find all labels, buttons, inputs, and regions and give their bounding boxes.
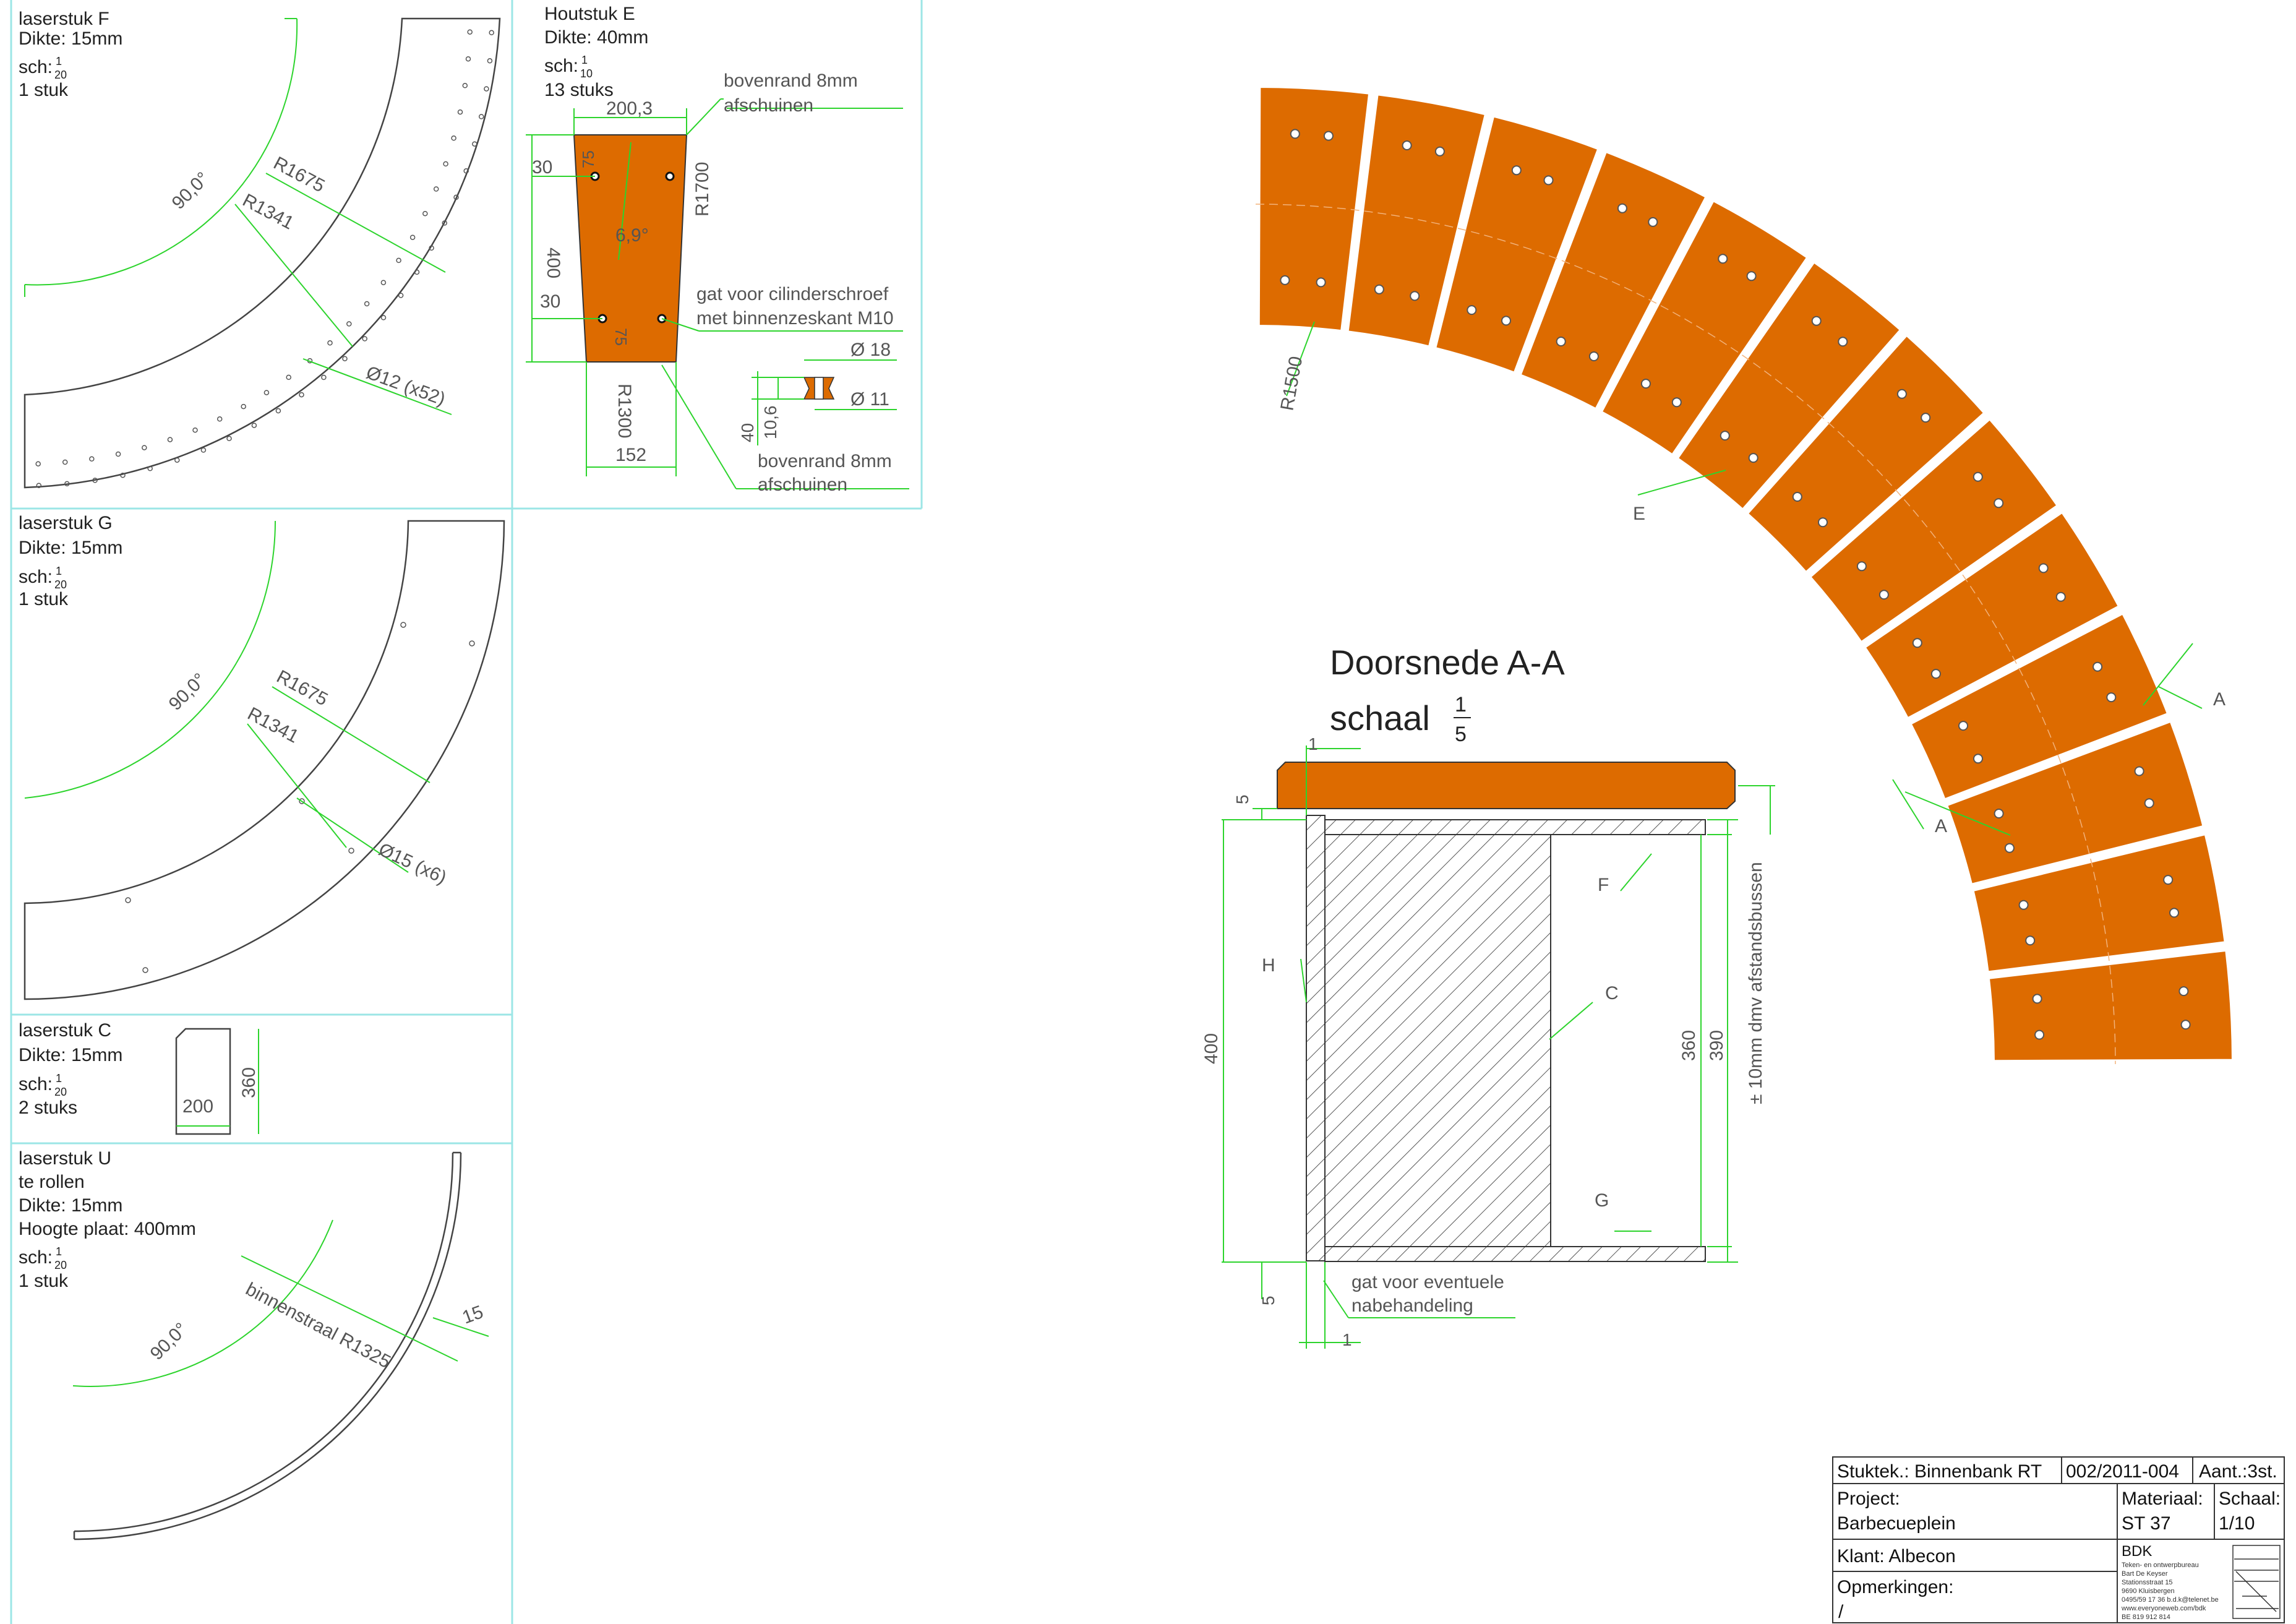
f-hole bbox=[479, 114, 484, 119]
e-sch: sch: bbox=[544, 56, 579, 76]
slat-screw-hole bbox=[1280, 276, 1289, 285]
slat-screw-hole bbox=[2005, 844, 2014, 853]
f-hole bbox=[396, 258, 401, 262]
g-r-outer: R1675 bbox=[273, 666, 332, 710]
plan-a-right: A bbox=[2213, 689, 2226, 710]
section-c-label: C bbox=[1605, 983, 1619, 1003]
e-note-screw-2: met binnenzeskant M10 bbox=[696, 308, 894, 329]
u-angle: 90,0° bbox=[146, 1318, 192, 1364]
c-dikte: Dikte: 15mm bbox=[19, 1045, 123, 1065]
f-r-outer: R1675 bbox=[270, 153, 328, 197]
g-sch-num: 1 bbox=[56, 565, 62, 577]
section-d1-bot: 1 bbox=[1342, 1330, 1352, 1349]
panel-laserstuk-g bbox=[19, 513, 504, 999]
slat-screw-hole bbox=[1718, 254, 1727, 263]
f-hole bbox=[434, 187, 439, 191]
tb-opmerkingen: Opmerkingen: bbox=[1837, 1577, 1954, 1597]
section-a-a bbox=[1201, 643, 1775, 1349]
section-g-label: G bbox=[1595, 1190, 1609, 1211]
section-d360: 360 bbox=[1679, 1029, 1699, 1061]
f-hole bbox=[276, 409, 280, 413]
f-hole bbox=[252, 423, 256, 427]
f-hole bbox=[365, 302, 369, 306]
f-hole bbox=[264, 390, 268, 395]
f-angle: 90,0° bbox=[168, 168, 213, 213]
g-sch: sch: bbox=[19, 567, 53, 587]
tb-materiaal-label: Materiaal: bbox=[2122, 1489, 2203, 1509]
c-count: 2 stuks bbox=[19, 1098, 78, 1118]
panel-laserstuk-u bbox=[19, 1148, 489, 1539]
e-dikte: Dikte: 40mm bbox=[544, 27, 649, 48]
f-hole bbox=[90, 457, 94, 461]
e-sch-num: 1 bbox=[581, 54, 588, 66]
e-dim-30a: 30 bbox=[532, 157, 553, 178]
f-hole bbox=[63, 460, 67, 465]
g-sch-den: 20 bbox=[54, 578, 67, 591]
f-hole bbox=[116, 452, 121, 457]
e-dim-75b: 75 bbox=[612, 328, 630, 346]
section-title: Doorsnede A-A bbox=[1330, 643, 1565, 682]
slat-screw-hole bbox=[1747, 272, 1756, 280]
tb-stuktek-value: Binnenbank RT bbox=[1914, 1461, 2042, 1482]
f-hole bbox=[328, 341, 332, 345]
slat-screw-hole bbox=[1467, 306, 1476, 314]
f-dimension-lines bbox=[25, 19, 452, 415]
f-sch: sch: bbox=[19, 57, 53, 77]
g-dikte: Dikte: 15mm bbox=[19, 538, 123, 558]
c-sch-den: 20 bbox=[54, 1086, 67, 1098]
slat-screw-hole bbox=[1512, 166, 1521, 174]
f-hole bbox=[382, 316, 386, 320]
f-hole bbox=[343, 356, 347, 361]
tb-addr5: 0495/59 17 36 b.d.k@telenet.be bbox=[2122, 1596, 2219, 1604]
f-plate-shape bbox=[25, 19, 500, 488]
slat-screw-hole bbox=[2039, 564, 2048, 572]
f-hole bbox=[218, 417, 222, 421]
tb-addr3: Stationsstraat 15 bbox=[2122, 1579, 2173, 1586]
slat-screw-hole bbox=[2035, 1031, 2044, 1039]
title-block bbox=[1833, 1457, 2284, 1623]
u-radius: binnenstraal R1325 bbox=[242, 1279, 394, 1373]
plan-a-left: A bbox=[1935, 816, 1948, 836]
u-plate-shape bbox=[74, 1153, 461, 1539]
c-sch-num: 1 bbox=[56, 1072, 62, 1085]
u-thickness: 15 bbox=[460, 1302, 486, 1328]
e-sch-den: 10 bbox=[580, 67, 593, 80]
g-r-inner: R1341 bbox=[244, 703, 302, 747]
g-holes-label: Ø15 (x6) bbox=[375, 839, 450, 888]
slat-screw-hole bbox=[1995, 809, 2003, 818]
f-hole bbox=[168, 437, 172, 442]
f-hole bbox=[489, 30, 494, 35]
e-top-width: 200,3 bbox=[606, 98, 653, 119]
f-sch-num: 1 bbox=[56, 55, 62, 67]
f-count: 1 stuk bbox=[19, 80, 69, 100]
section-sch-den: 5 bbox=[1455, 723, 1467, 746]
g-title: laserstuk G bbox=[19, 513, 113, 533]
slat-screw-hole bbox=[2033, 994, 2042, 1003]
c-width: 200 bbox=[182, 1096, 214, 1117]
plan-e-label: E bbox=[1633, 504, 1646, 524]
slat-screw-hole bbox=[1898, 390, 1906, 398]
g-dimension-lines bbox=[25, 521, 430, 872]
u-count: 1 stuk bbox=[19, 1271, 69, 1291]
c-plate-shape bbox=[176, 1029, 230, 1134]
slat-screw-hole bbox=[2182, 1020, 2190, 1029]
e-dim-30b: 30 bbox=[540, 291, 561, 312]
slat-screw-hole bbox=[1932, 669, 1940, 678]
c-title: laserstuk C bbox=[19, 1020, 112, 1041]
f-hole bbox=[411, 235, 415, 239]
slat-screw-hole bbox=[2164, 875, 2172, 884]
e-bottom-width: 152 bbox=[615, 445, 647, 465]
f-hole bbox=[468, 30, 472, 34]
f-sch-den: 20 bbox=[54, 69, 67, 81]
f-hole bbox=[322, 376, 326, 380]
slat-screw-hole bbox=[1749, 453, 1758, 462]
slat-screw-hole bbox=[2135, 767, 2144, 776]
section-d390: 390 bbox=[1707, 1029, 1727, 1061]
e-angle: 6,9° bbox=[615, 225, 649, 246]
slat-screw-hole bbox=[1959, 721, 1968, 730]
tb-addr6: www.everyoneweb.com/bdk bbox=[2122, 1605, 2206, 1612]
f-hole bbox=[399, 293, 403, 298]
section-plate-h bbox=[1306, 815, 1325, 1261]
f-hole bbox=[473, 142, 477, 146]
f-hole bbox=[36, 462, 40, 466]
section-d400: 400 bbox=[1201, 1033, 1222, 1064]
slat-screw-hole bbox=[2145, 799, 2154, 807]
g-count: 1 stuk bbox=[19, 589, 69, 609]
f-hole bbox=[201, 448, 205, 452]
e-hole-detail bbox=[738, 340, 897, 445]
f-hole bbox=[458, 110, 463, 114]
g-plate-shape bbox=[25, 521, 504, 999]
slat-screw-hole bbox=[2057, 593, 2065, 601]
e-d106: 10,6 bbox=[761, 405, 780, 439]
f-hole bbox=[463, 84, 467, 88]
e-r1700: R1700 bbox=[692, 161, 713, 217]
slat-screw-hole bbox=[1974, 754, 1982, 763]
e-note-screw-1: gat voor cilinderschroef bbox=[696, 284, 889, 304]
e-note-top-1: bovenrand 8mm bbox=[724, 71, 858, 91]
slat-screw-hole bbox=[1403, 141, 1411, 150]
f-hole bbox=[452, 136, 456, 140]
section-block-c bbox=[1325, 835, 1551, 1247]
slat-screw-hole bbox=[1590, 352, 1598, 361]
section-plate-g bbox=[1325, 1247, 1705, 1261]
slat-screw-hole bbox=[2026, 936, 2034, 945]
e-title: Houtstuk E bbox=[544, 4, 635, 24]
f-hole bbox=[423, 212, 427, 216]
c-height: 360 bbox=[239, 1067, 259, 1098]
u-sch-num: 1 bbox=[56, 1245, 62, 1258]
section-d5-bot: 5 bbox=[1259, 1295, 1278, 1305]
slat-screw-hole bbox=[1375, 285, 1384, 294]
slat-screw-hole bbox=[1880, 590, 1888, 599]
f-hole bbox=[286, 375, 291, 379]
f-hole-pattern bbox=[36, 30, 494, 488]
f-hole bbox=[484, 87, 489, 91]
slat-screw-hole bbox=[2020, 901, 2028, 909]
tb-materiaal-value: ST 37 bbox=[2122, 1513, 2171, 1534]
section-d1-top: 1 bbox=[1308, 734, 1318, 754]
section-spacer-note: ± 10mm dmv afstandsbussen bbox=[1746, 862, 1766, 1104]
section-wood-top bbox=[1277, 762, 1735, 809]
slat-screw-hole bbox=[1994, 499, 2003, 507]
slat-screw-hole bbox=[1793, 492, 1802, 501]
section-note-1: gat voor eventuele bbox=[1351, 1272, 1504, 1292]
slat-screw-hole bbox=[2107, 693, 2115, 702]
f-title: laserstuk F bbox=[19, 9, 109, 29]
tb-stuktek-label: Stuktek.: bbox=[1837, 1461, 1909, 1482]
e-count: 13 stuks bbox=[544, 80, 614, 100]
tb-schaal-value: 1/10 bbox=[2219, 1513, 2255, 1534]
tb-addr4: 9690 Kluisbergen bbox=[2122, 1587, 2175, 1595]
f-dikte: Dikte: 15mm bbox=[19, 28, 123, 49]
section-sch-num: 1 bbox=[1455, 693, 1467, 716]
e-d11: Ø 11 bbox=[850, 389, 889, 410]
tb-project-label: Project: bbox=[1837, 1489, 1900, 1509]
e-height: 400 bbox=[543, 247, 563, 279]
section-plate-f bbox=[1325, 820, 1705, 835]
e-note-top-2: afschuinen bbox=[724, 95, 814, 116]
tb-addr1: Teken- en ontwerpbureau bbox=[2122, 1562, 2199, 1569]
f-holes-label: Ø12 (x52) bbox=[363, 362, 448, 410]
slat-screw-hole bbox=[1324, 132, 1333, 140]
slat-screw-hole bbox=[1291, 129, 1300, 138]
f-hole bbox=[487, 59, 492, 63]
u-sch: sch: bbox=[19, 1247, 53, 1268]
panel-houtstuk-e bbox=[526, 4, 909, 495]
slat-screw-hole bbox=[1618, 204, 1627, 213]
slat-screw-hole bbox=[1502, 316, 1510, 325]
f-hole bbox=[227, 436, 231, 440]
f-hole bbox=[466, 57, 471, 61]
e-d40: 40 bbox=[738, 423, 757, 442]
f-hole bbox=[142, 445, 147, 450]
slat-screw-hole bbox=[1921, 413, 1930, 422]
f-hole bbox=[241, 405, 246, 409]
f-r-inner: R1341 bbox=[239, 190, 298, 234]
e-d18: Ø 18 bbox=[850, 340, 891, 360]
u-sch-den: 20 bbox=[54, 1259, 67, 1271]
tb-opm-value: / bbox=[1838, 1602, 1844, 1622]
g-angle: 90,0° bbox=[165, 669, 210, 715]
u-title: laserstuk U bbox=[19, 1148, 112, 1169]
f-hole bbox=[347, 322, 351, 326]
u-line2: te rollen bbox=[19, 1172, 85, 1192]
slat-screw-hole bbox=[2179, 987, 2188, 995]
u-dikte: Dikte: 15mm bbox=[19, 1195, 123, 1216]
tb-number: 002/2011-004 bbox=[2066, 1461, 2179, 1482]
tb-bdk: BDK bbox=[2122, 1543, 2152, 1560]
f-hole bbox=[362, 337, 367, 341]
tb-klant: Klant: Albecon bbox=[1837, 1546, 1956, 1566]
slat-screw-hole bbox=[1812, 317, 1821, 325]
slat-screw-hole bbox=[1721, 431, 1729, 440]
slat-screw-hole bbox=[1642, 379, 1650, 388]
c-sch: sch: bbox=[19, 1074, 53, 1094]
tb-schaal-label: Schaal: bbox=[2219, 1489, 2281, 1509]
e-note-bot-1: bovenrand 8mm bbox=[758, 451, 892, 471]
tb-aant: Aant.:3st. bbox=[2199, 1461, 2277, 1482]
slat-screw-hole bbox=[1857, 562, 1866, 570]
e-note-bot-2: afschuinen bbox=[758, 475, 848, 495]
tb-project-value: Barbecueplein bbox=[1837, 1513, 1956, 1534]
e-r1300: R1300 bbox=[614, 384, 635, 439]
section-h-label: H bbox=[1262, 955, 1275, 976]
slat-screw-hole bbox=[1544, 176, 1553, 184]
slat-screw-hole bbox=[1818, 518, 1827, 526]
f-hole bbox=[175, 458, 179, 462]
slat-screw-hole bbox=[2170, 908, 2178, 917]
section-f-label: F bbox=[1598, 875, 1609, 895]
tb-addr2: Bart De Keyser bbox=[2122, 1570, 2168, 1578]
slat-screw-hole bbox=[1557, 337, 1566, 346]
f-hole bbox=[299, 393, 304, 397]
bdk-logo bbox=[2233, 1545, 2280, 1618]
slat-screw-hole bbox=[1436, 147, 1444, 156]
slat-screw-hole bbox=[1673, 398, 1681, 406]
u-hoogte: Hoogte plaat: 400mm bbox=[19, 1219, 196, 1239]
slat-screw-hole bbox=[2093, 663, 2102, 671]
f-hole bbox=[443, 161, 448, 166]
f-hole bbox=[381, 280, 385, 285]
slat-screw-hole bbox=[1913, 638, 1922, 647]
f-hole bbox=[193, 428, 197, 432]
section-schaal: schaal bbox=[1330, 698, 1430, 737]
panel-laserstuk-f bbox=[19, 9, 500, 488]
slat-screw-hole bbox=[1974, 473, 1982, 481]
slat-screw-hole bbox=[1410, 291, 1419, 300]
slat-screw-hole bbox=[1317, 278, 1326, 286]
section-note-2: nabehandeling bbox=[1351, 1295, 1473, 1316]
slat-screw-hole bbox=[1648, 218, 1657, 226]
section-d5-top: 5 bbox=[1233, 794, 1252, 804]
slat-screw-hole bbox=[1838, 337, 1847, 346]
panel-laserstuk-c bbox=[19, 1020, 259, 1134]
tb-addr7: BE 819 912 814 bbox=[2122, 1613, 2170, 1621]
e-dim-75a: 75 bbox=[579, 150, 598, 168]
plan-r1500: R1500 bbox=[1277, 354, 1307, 413]
